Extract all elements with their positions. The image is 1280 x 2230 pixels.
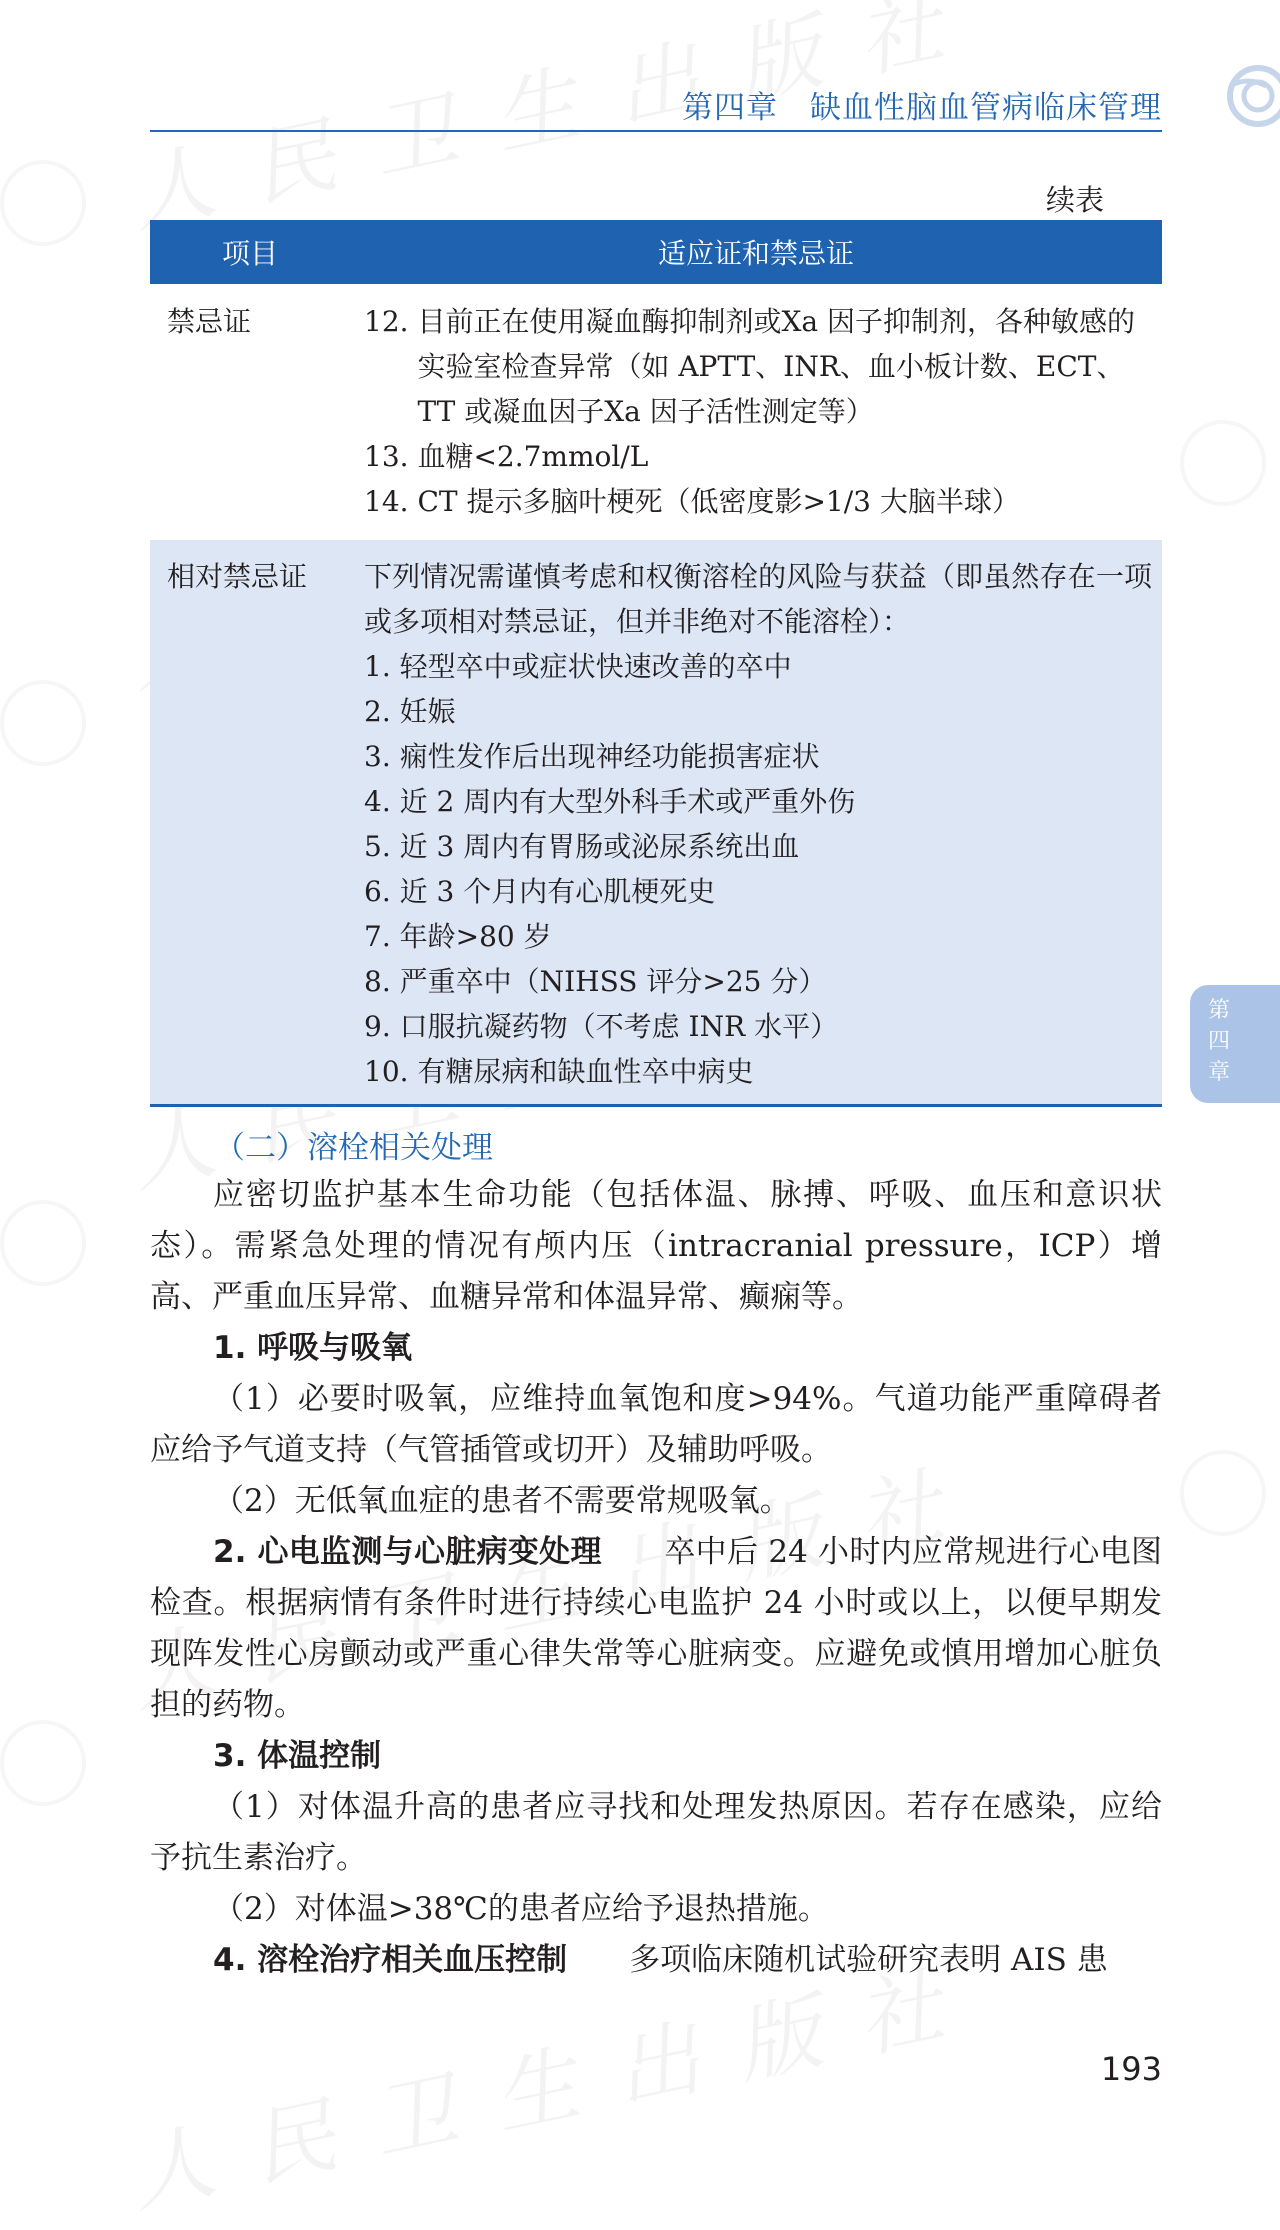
paragraph [150,1527,1162,1731]
item-text: 目前正在使用凝血酶抑制剂或Ⅹa 因子抑制剂，各种敏感的实验室检查异常（如 APTT、INR、血小板计数、ECT、TT 或凝血因子Ⅹa 因子活性测定等） [417,305,1135,428]
paragraph: （2）无低氧血症的患者不需要常规吸氧。 [213,1483,791,1519]
row-label: 禁忌证 [167,305,252,338]
paragraph: （2）对体温>38℃的患者应给予退热措施。 [213,1891,829,1927]
chapter-side-tab [1190,985,1280,1103]
continued-table-label: 续表 [1045,183,1104,217]
paragraph-text: 卒中后 24 小时内应常规进行心电图检查。根据病情有条件时进行持续心电监护 24 小时或以上，以便早期发现阵发性心房颤动或严重心律失常等心脏病变。应避免或慎用增加心脏负担的药物。 [150,1534,1163,1723]
item-text: 轻型卒中或症状快速改善的卒中 [399,650,792,683]
list-item [364,959,1152,1004]
item-text: 血糖<2.7mmol/L [417,440,649,473]
item-number: 13. [364,440,409,473]
item-number: 4. [364,785,391,818]
page-number: 193 [1100,2050,1162,2088]
item-number: 3. [364,740,391,773]
list-item [364,434,1152,479]
subsection-title-text: 3. 体温控制 [213,1738,382,1774]
table-row-relative-contraindications [150,540,1162,1107]
list-item [364,479,1152,524]
item-number: 2. [364,695,391,728]
chapter-header-title: 第四章 缺血性脑血管病临床管理 [682,90,1162,126]
chapter-side-tab-label: 第四章 [1207,998,1230,1085]
indications-table [150,220,1162,1107]
paragraph [150,1935,1162,1986]
item-number: 14. [364,485,409,518]
list-item [364,1004,1152,1049]
table-header [150,220,1162,284]
paragraph: （1）必要时吸氧，应维持血氧饱和度>94%。气道功能严重障碍者应给予气道支持（气管插管或切开）及辅助呼吸。 [150,1381,1162,1468]
item-text: 近 3 个月内有心肌梗死史 [399,875,716,908]
item-text: 严重卒中（NIHSS 评分>25 分） [399,965,827,998]
item-text: 痫性发作后出现神经功能损害症状 [399,740,820,773]
column-header-item: 项目 [221,237,278,270]
list-item [364,779,1152,824]
paragraph-text: 多项临床随机试验研究表明 AIS 患 [629,1942,1108,1978]
item-number: 10. [364,1055,409,1088]
publisher-logo-icon [1218,56,1280,136]
item-number: 9. [364,1010,391,1043]
item-text: 近 2 周内有大型外科手术或严重外伤 [399,785,856,818]
watermark-logo-icon [1180,1450,1266,1536]
table-row-contraindications [150,284,1162,540]
column-header-indications: 适应证和禁忌证 [657,237,854,270]
item-number: 6. [364,875,391,908]
subsection-title-text: 4. 溶栓治疗相关血压控制 [213,1942,568,1978]
paragraph: （1）对体温升高的患者应寻找和处理发热原因。若存在感染，应给予抗生素治疗。 [150,1789,1162,1876]
row-content [350,554,1162,1094]
item-number: 1. [364,650,391,683]
item-text: 口服抗凝药物（不考虑 INR 水平） [399,1010,839,1043]
subsection-title-text: 1. 呼吸与吸氧 [213,1330,413,1366]
subsection-title [150,1323,1162,1374]
item-text: 年龄>80 岁 [399,920,552,953]
list-item [364,914,1152,959]
item-text: CT 提示多脑叶梗死（低密度影>1/3 大脑半球） [417,485,1020,518]
item-text: 近 3 周内有胃肠或泌尿系统出血 [399,830,800,863]
watermark-logo-icon [0,1200,86,1286]
row-label: 相对禁忌证 [167,560,308,593]
item-number: 12. [364,305,409,338]
list-item [364,689,1152,734]
item-number: 8. [364,965,391,998]
list-item [364,299,1152,434]
header-divider [150,130,1162,132]
item-text: 妊娠 [399,695,456,728]
list-item [364,824,1152,869]
watermark-logo-icon [0,1720,86,1806]
intro-paragraph: 应密切监护基本生命功能（包括体温、脉搏、呼吸、血压和意识状态）。需紧急处理的情况有颅内压（intracranial pressure，ICP）增高、严重血压异常、血糖异常和体温异常、癫痫等。 [150,1177,1162,1315]
list-item [364,1049,1152,1094]
list-item [364,644,1152,689]
row-lead-text: 下列情况需谨慎考虑和权衡溶栓的风险与获益（即虽然存在一项或多项相对禁忌证，但并非绝对不能溶栓）： [364,560,1152,638]
list-item [364,869,1152,914]
item-number: 5. [364,830,391,863]
watermark-logo-icon [0,680,86,766]
watermark-logo-icon [1180,420,1266,506]
row-content [350,299,1162,524]
item-text: 有糖尿病和缺血性卒中病史 [417,1055,754,1088]
watermark-logo-icon [0,160,86,246]
section-heading: （二）溶栓相关处理 [214,1130,493,1166]
subsection-title [150,1731,1162,1782]
item-number: 7. [364,920,391,953]
list-item [364,734,1152,779]
subsection-title-text: 2. 心电监测与心脏病变处理 [213,1534,602,1570]
